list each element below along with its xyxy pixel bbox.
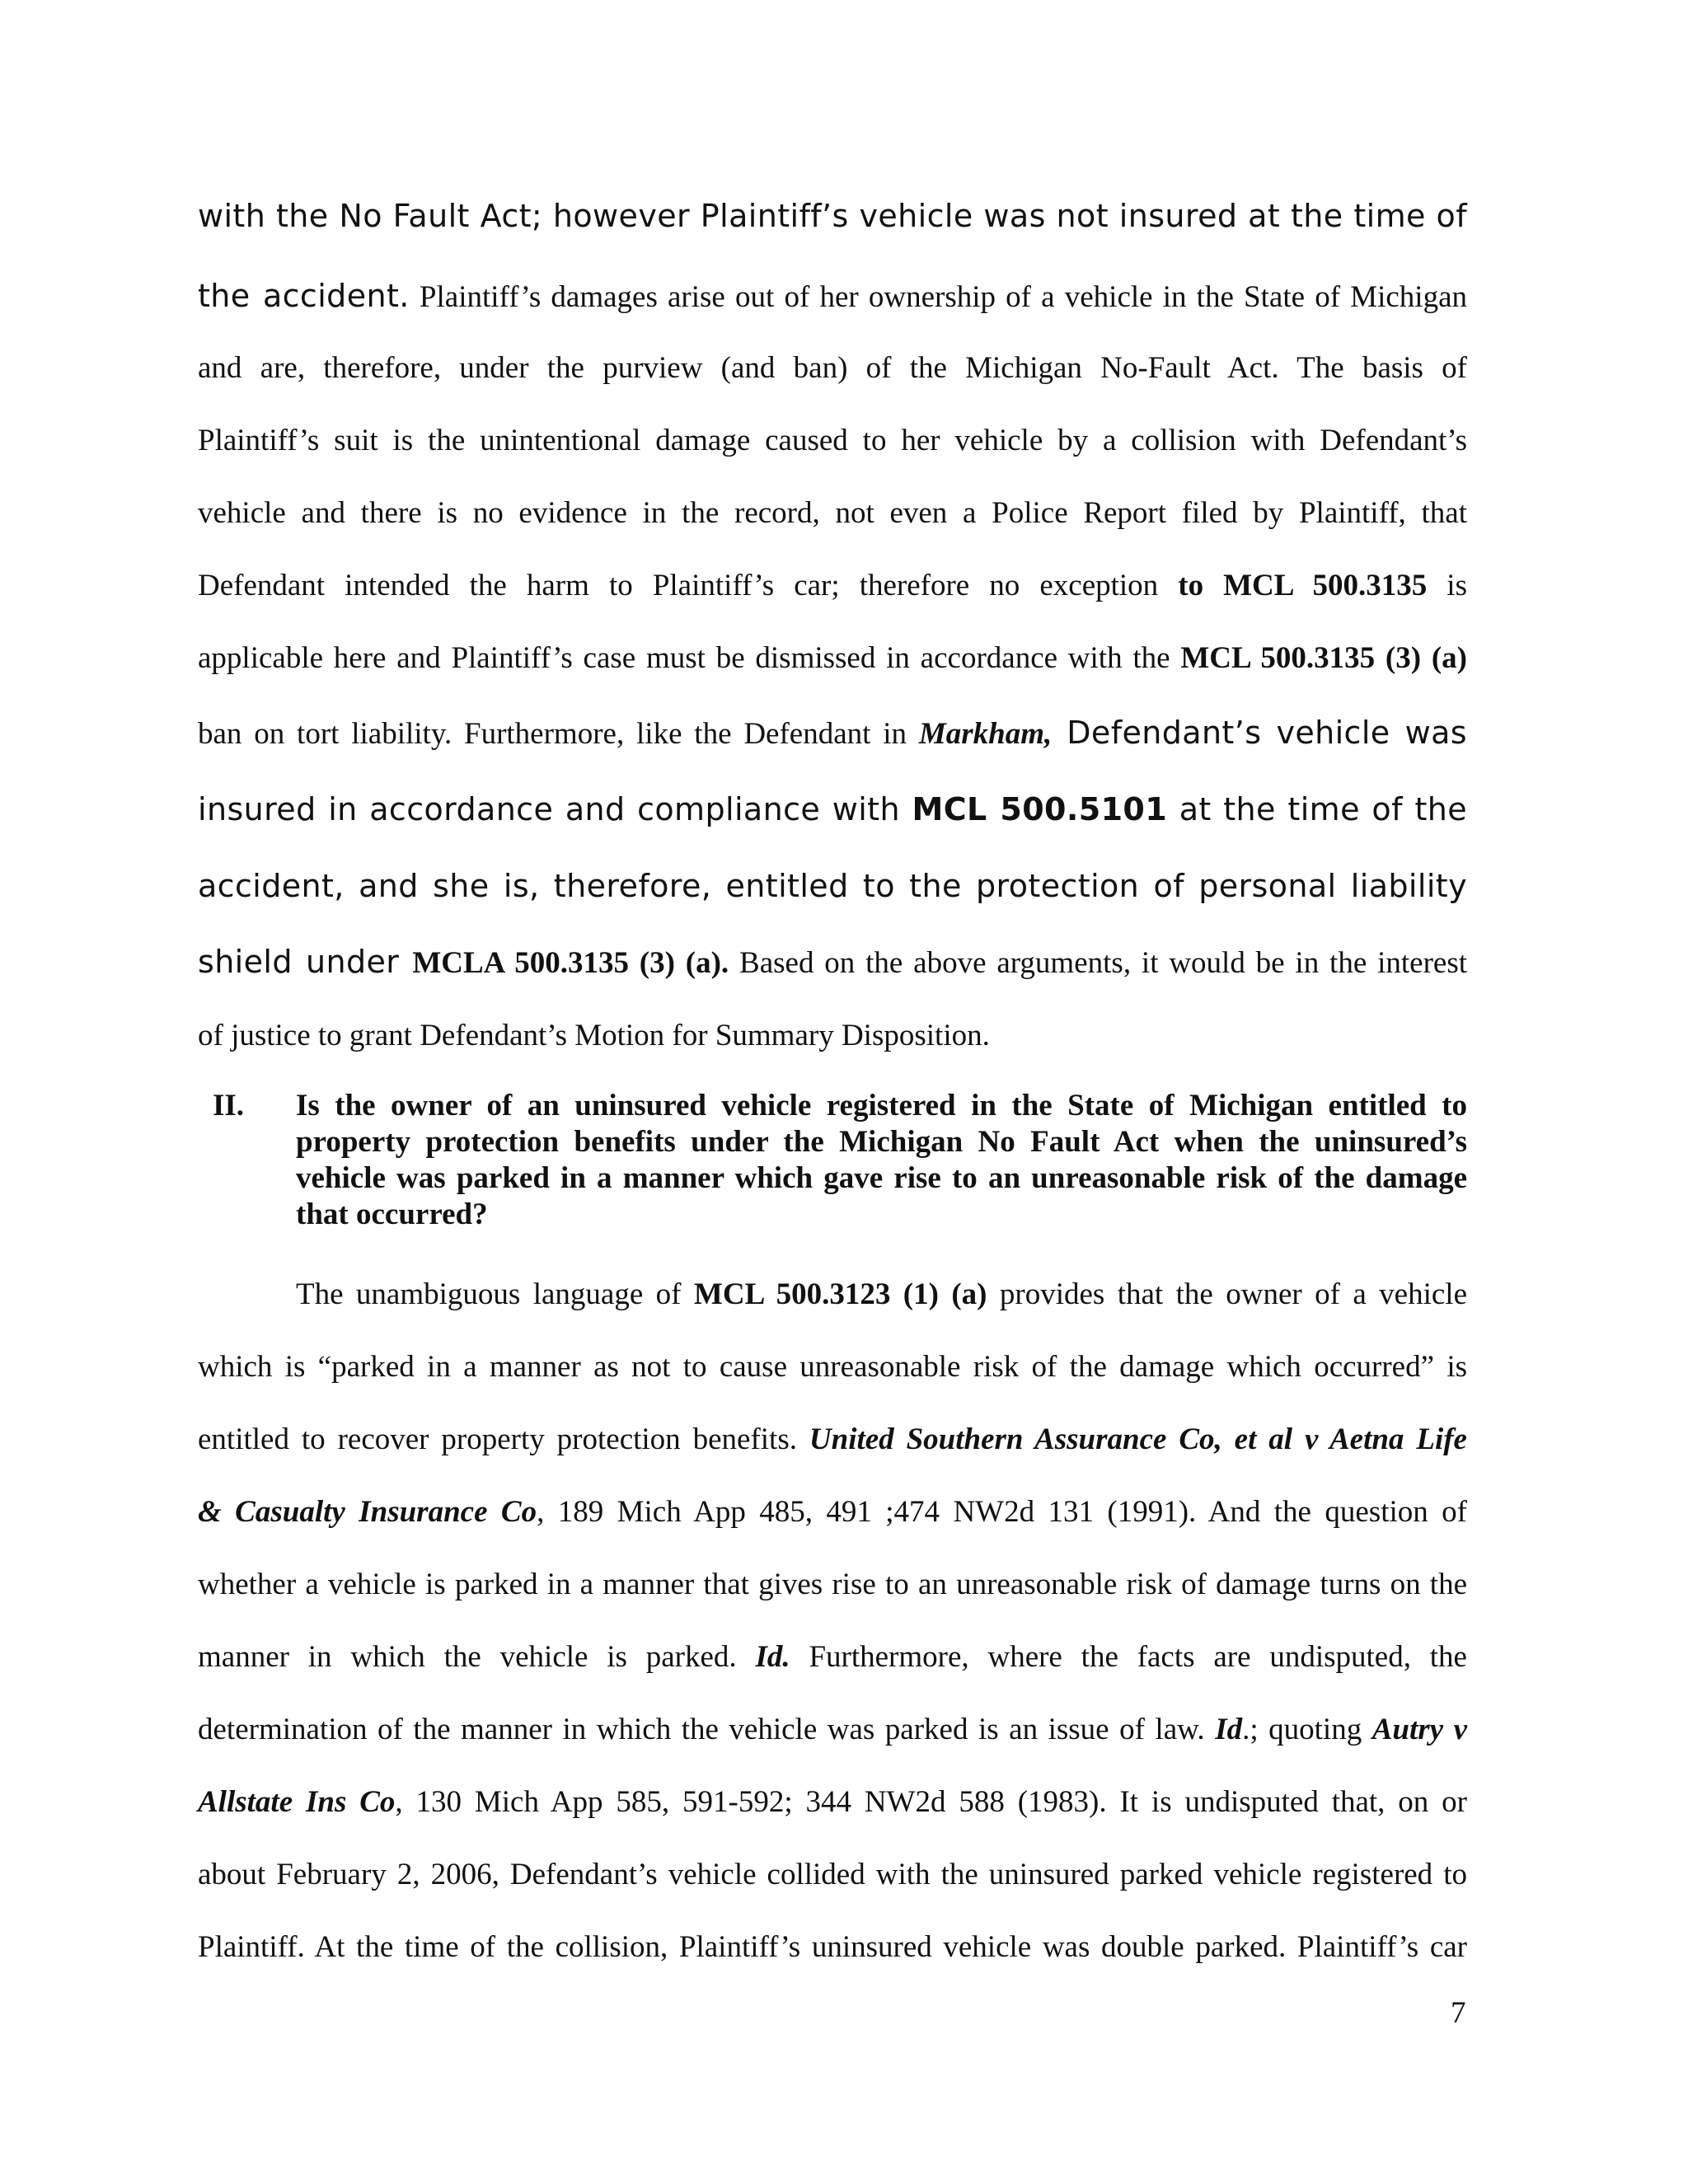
case-name-markham: Markham, xyxy=(918,717,1053,751)
para2-line-5: whether a vehicle is parked in a manner that gives rise to an unreasonable risk of damage turns on the xyxy=(198,1568,1467,1601)
para2-line-7: determination of the manner in which the vehicle was parked is an issue of law. Id.; quoting Autry v xyxy=(198,1713,1468,1746)
para2-line-1: The unambiguous language of MCL 500.3123 (1) (a) provides that the owner of a vehicle xyxy=(296,1277,1468,1311)
para1-line-2: the accident. Plaintiff’s damages arise out of her ownership of a vehicle in the State of Michigan xyxy=(198,278,1467,314)
para2-line-6: manner in which the vehicle is parked. Id. Furthermore, where the facts are undisputed, the xyxy=(198,1640,1467,1674)
citation-mcl-5101: MCL 500.5101 xyxy=(912,791,1168,827)
heading-line-4: that occurred? xyxy=(296,1197,488,1231)
para2-line-8: Allstate Ins Co, 130 Mich App 585, 591-592; 344 NW2d 588 (1983). It is undisputed that, on or xyxy=(198,1785,1467,1819)
citation-mcl-3135-3a: MCL 500.3135 (3) (a) xyxy=(1180,641,1467,675)
heading-number: II. xyxy=(213,1089,245,1122)
citation-id: Id. xyxy=(755,1640,790,1674)
case-name-casualty-insurance: & Casualty Insurance Co xyxy=(198,1495,537,1529)
citation-mcl-3135: to MCL 500.3135 xyxy=(1178,569,1428,602)
citation-mcl-3123: MCL 500.3123 (1) (a) xyxy=(693,1277,987,1311)
citation-id-2: Id xyxy=(1215,1713,1243,1746)
para1-line-5: vehicle and there is no evidence in the record, not even a Police Report filed by Plaintiff, that xyxy=(198,496,1467,530)
citation-mcla-3135-3a: MCLA 500.3135 (3) (a). xyxy=(412,946,729,980)
para2-line-9: about February 2, 2006, Defendant’s vehicle collided with the uninsured parked vehicle registered to xyxy=(198,1858,1467,1891)
para1-line-1: with the No Fault Act; however Plaintiff’s vehicle was not insured at the time of xyxy=(198,198,1467,234)
case-name-allstate: Allstate Ins Co xyxy=(198,1785,396,1819)
heading-line-3: vehicle was parked in a manner which gave rise to an unreasonable risk of the damage xyxy=(296,1161,1467,1195)
para1-line-3: and are, therefore, under the purview (and ban) of the Michigan No-Fault Act. The basis of xyxy=(198,351,1467,385)
para2-line-4: & Casualty Insurance Co, 189 Mich App 485, 491 ;474 NW2d 131 (1991). And the question of xyxy=(198,1495,1467,1529)
para1-line-12: of justice to grant Defendant’s Motion for Summary Disposition. xyxy=(198,1019,990,1052)
heading-line-2: property protection benefits under the Michigan No Fault Act when the uninsured’s xyxy=(296,1125,1467,1159)
para1-line-6: Defendant intended the harm to Plaintiff’s car; therefore no exception to MCL 500.3135 is xyxy=(198,569,1467,602)
para1-line-7: applicable here and Plaintiff’s case must be dismissed in accordance with the MCL 500.3135 (3) (a) xyxy=(198,641,1467,675)
heading-line-1: Is the owner of an uninsured vehicle registered in the State of Michigan entitled to xyxy=(296,1089,1467,1122)
para2-line-10: Plaintiff. At the time of the collision, Plaintiff’s uninsured vehicle was double parked. Plaintiff’s car xyxy=(198,1930,1467,1964)
page-number: 7 xyxy=(1451,1996,1466,2030)
case-name-autry: Autry v xyxy=(1372,1713,1468,1746)
para1-line-11: shield under MCLA 500.3135 (3) (a). Based on the above arguments, it would be in the interest xyxy=(198,944,1467,980)
case-name-united-southern: United Southern Assurance Co, et al v Aetna Life xyxy=(809,1422,1467,1456)
para1-line-4: Plaintiff’s suit is the unintentional damage caused to her vehicle by a collision with Defendant’s xyxy=(198,424,1467,457)
para2-line-2: which is “parked in a manner as not to cause unreasonable risk of the damage which occurred” is xyxy=(198,1350,1467,1384)
para1-line-10: accident, and she is, therefore, entitled to the protection of personal liability xyxy=(198,868,1467,904)
para1-line-9: insured in accordance and compliance with MCL 500.5101 at the time of the xyxy=(198,791,1468,827)
para1-line-8: ban on tort liability. Furthermore, like the Defendant in Markham, Defendant’s vehicle was xyxy=(198,715,1467,751)
para2-line-3: entitled to recover property protection benefits. United Southern Assurance Co, et al v Aetna Life xyxy=(198,1422,1467,1456)
